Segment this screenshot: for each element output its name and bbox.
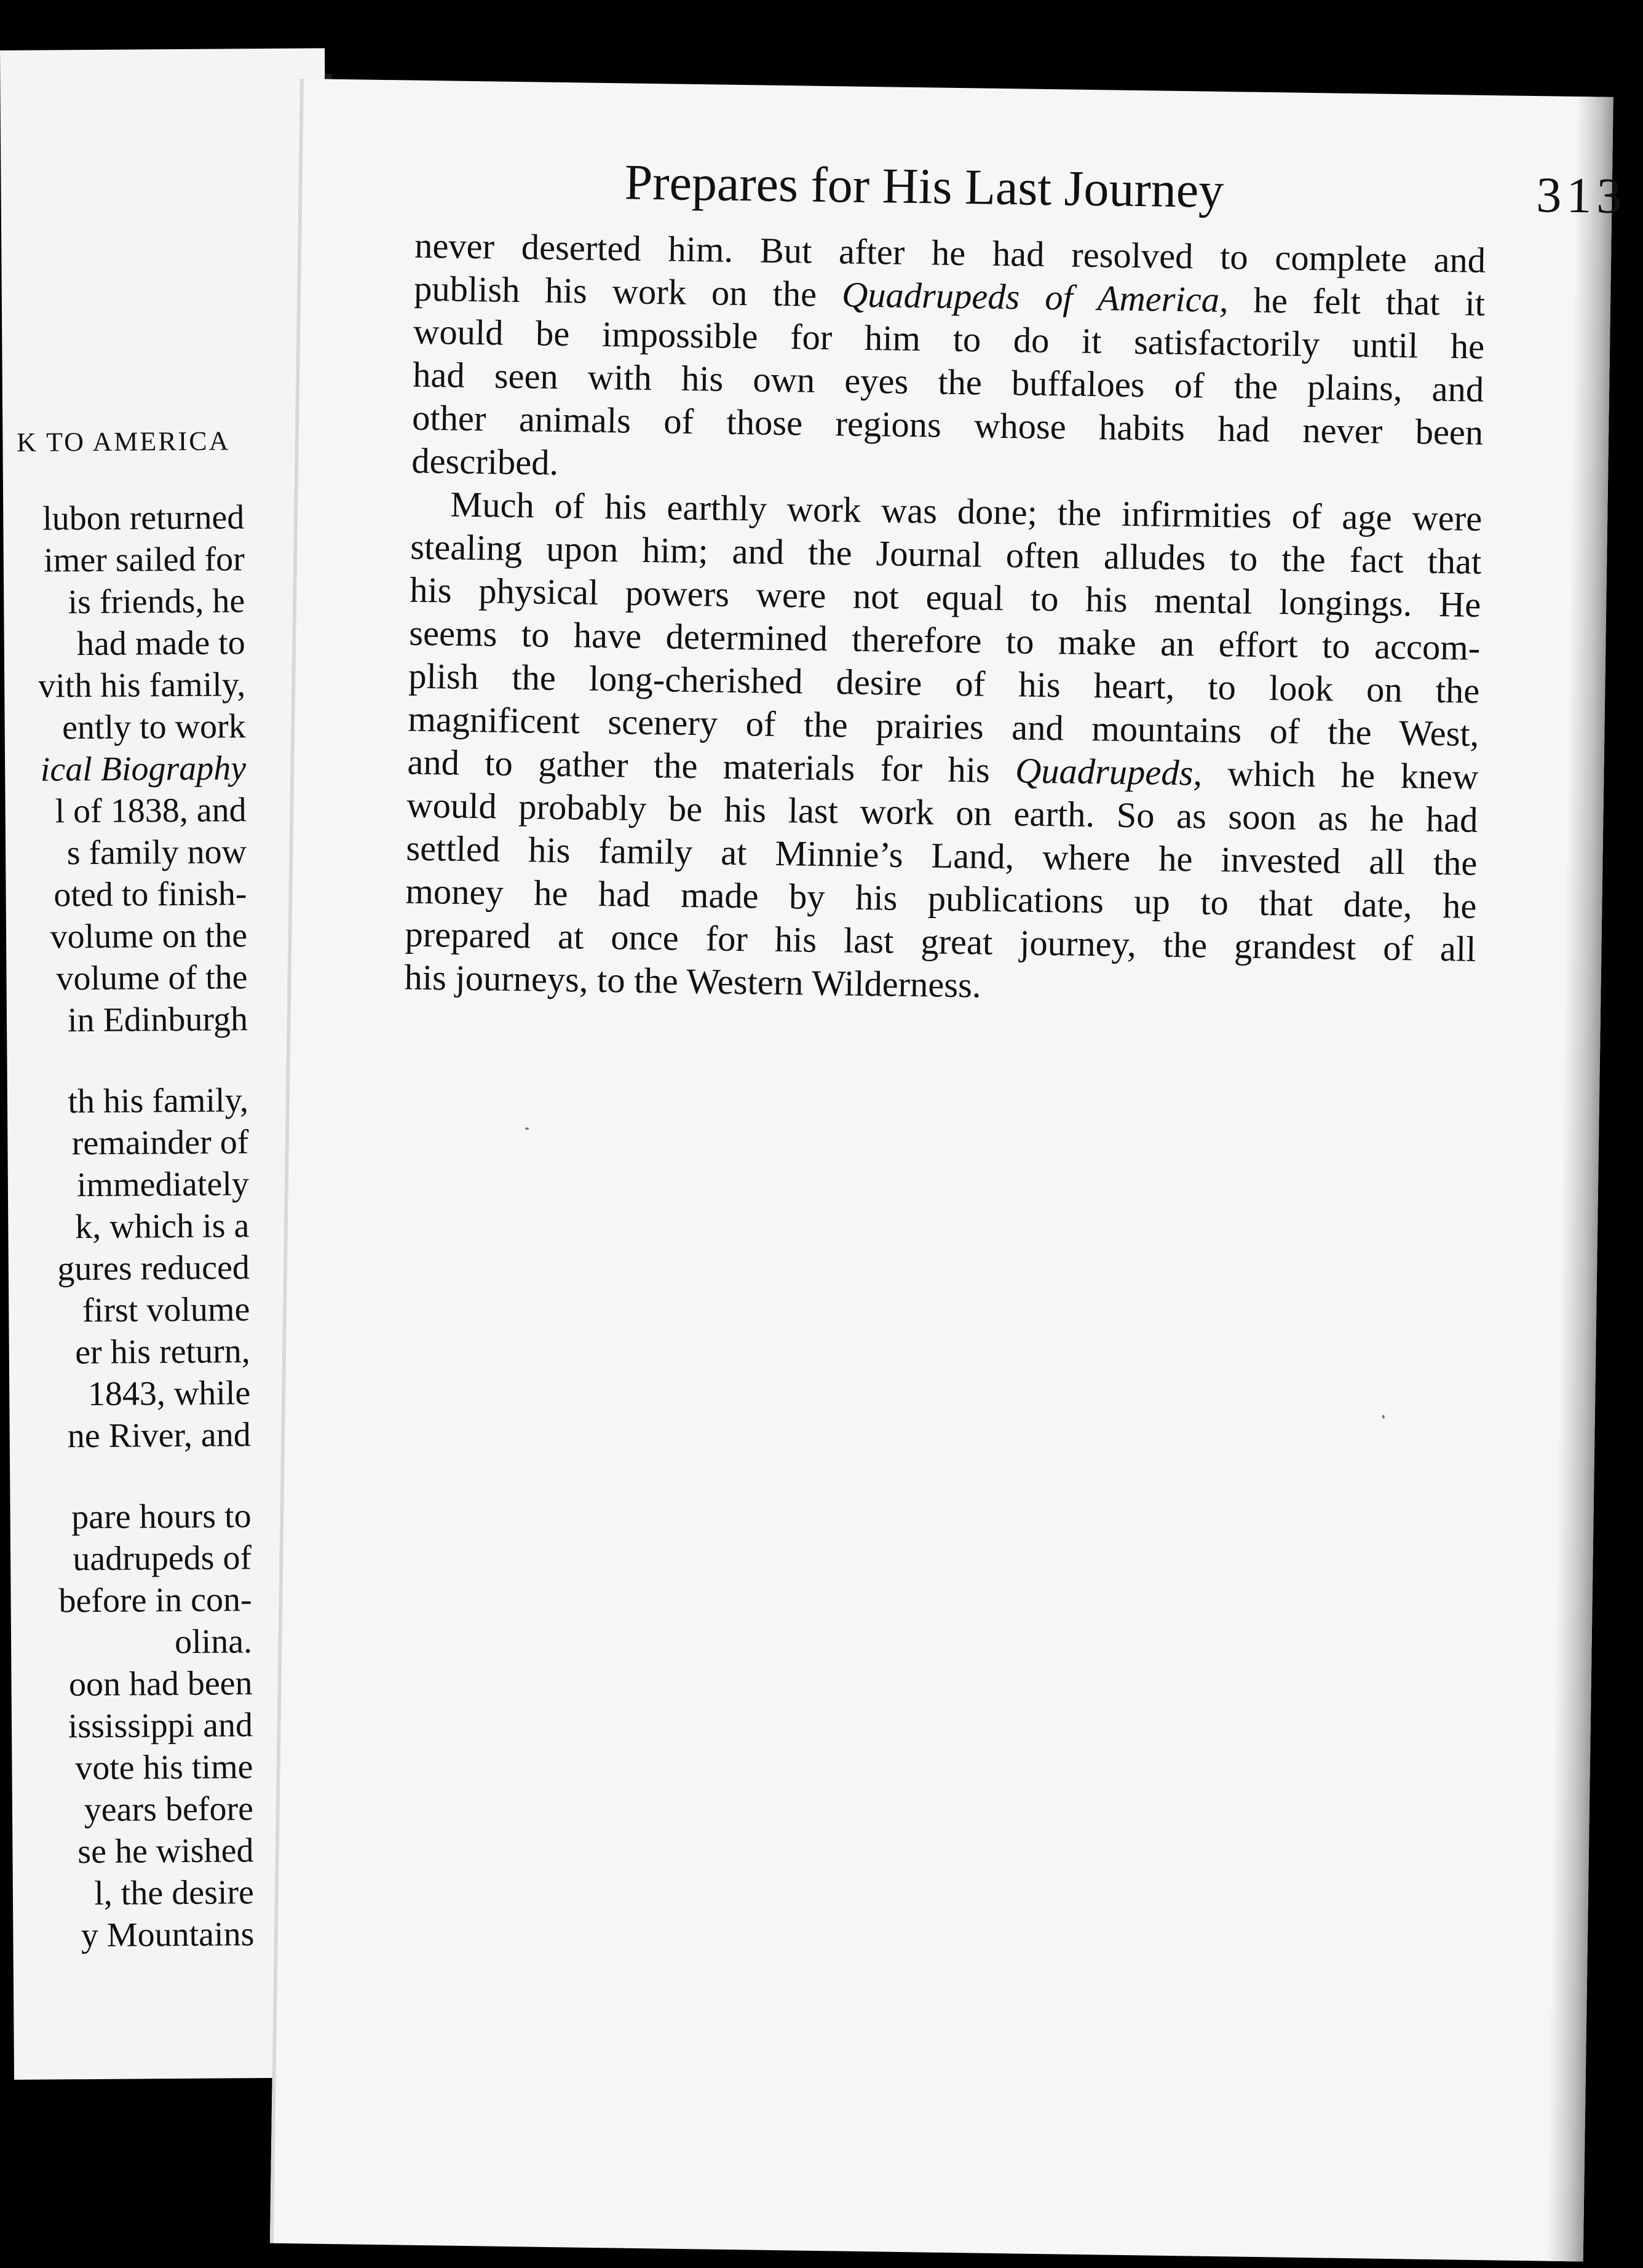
paper-speck (525, 1127, 529, 1130)
left-text-line: ne River, and (67, 1416, 251, 1456)
left-text-line: gures reduced (57, 1248, 250, 1288)
left-text-line: in Edinburgh (67, 1000, 248, 1040)
left-text-line: vith his family, (38, 665, 246, 705)
page-edge (1546, 97, 1613, 2261)
text-line: other animals of those regions whose habits had never been (411, 397, 1484, 453)
left-text-line: imer sailed for (44, 540, 245, 580)
left-text-line: y Mountains (81, 1915, 255, 1955)
left-text-line: immediately (76, 1165, 250, 1205)
left-text-line: ently to work (61, 707, 246, 747)
left-text-line: pare hours to (71, 1497, 251, 1537)
text-line: would be impossible for him to do it satisfactorily until he (413, 311, 1485, 367)
left-text-line: volume of the (56, 958, 248, 998)
left-text-line: er his return, (74, 1332, 250, 1372)
body-text (404, 224, 1486, 1014)
left-text-line: years before (84, 1790, 254, 1830)
left-text-line: lubon returned (42, 498, 245, 538)
text-line: would probably be his last work on earth. So as soon as he had (406, 785, 1478, 840)
running-title: Prepares for His Last Journey (624, 154, 1224, 218)
left-text-line: first volume (82, 1290, 250, 1330)
left-text-line: se he wished (77, 1831, 254, 1871)
text-line: described. (411, 440, 559, 483)
text-line: settled his family at Minnie’s Land, where he invested all the (406, 828, 1478, 883)
running-head (624, 148, 1628, 242)
text-line: publish his work on the Quadrupeds of America, he felt that it (413, 268, 1486, 323)
left-text-line: had made to (76, 624, 245, 664)
left-text-line: volume on the (50, 916, 248, 956)
text-line: and to gather the materials for his Quadrupeds, which he knew (407, 742, 1479, 797)
text-line: had seen with his own eyes the buffaloes of the plains, and (412, 354, 1484, 410)
text-line: plish the long-cherished desire of his heart, to look on the (408, 656, 1480, 711)
left-text-line: olina. (174, 1622, 253, 1662)
text-line: never deserted him. But after he had resolved to complete and (414, 225, 1486, 280)
text-line: money he had made by his publications up to that date, he (405, 871, 1477, 926)
left-text-line: oted to finish- (53, 874, 247, 914)
right-page (270, 79, 1628, 2261)
left-text-line: ississippi and (68, 1706, 253, 1746)
left-text-line: remainder of (71, 1123, 249, 1163)
left-text-line: uadrupeds of (73, 1539, 252, 1579)
text-line: magnificent scenery of the prairies and mountains of the West, (408, 699, 1479, 754)
left-text-line: ical Biography (40, 749, 247, 789)
text-line: stealing upon him; and the Journal often alludes to the fact that (410, 526, 1482, 582)
left-text-line: before in con- (58, 1580, 252, 1620)
text-line: Much of his earthly work was done; the infirmities of age were (449, 484, 1483, 539)
paragraph (411, 224, 1486, 498)
left-text-line: k, which is a (75, 1207, 250, 1247)
left-text-line: is friends, he (68, 582, 245, 622)
left-text-line: l, the desire (94, 1873, 255, 1913)
text-line: his journeys, to the Western Wilderness. (404, 957, 981, 1005)
left-text-line: l of 1838, and (55, 791, 247, 831)
left-text-line: oon had been (68, 1664, 253, 1704)
left-text-line: s family now (66, 833, 247, 873)
left-text-line: vote his time (74, 1748, 253, 1788)
text-line: prepared at once for his last great journey, the grandest of all (405, 914, 1476, 969)
left-running-head: K TO AMERICA (16, 426, 231, 458)
left-page-text (3, 496, 255, 1957)
paragraph (404, 483, 1483, 1014)
left-text-line: th his family, (68, 1081, 249, 1121)
paper-speck (1382, 1415, 1385, 1419)
text-line: his physical powers were not equal to his mental longings. He (409, 569, 1481, 625)
page-number: 313 (1535, 167, 1628, 224)
text-line: seems to have determined therefore to make an effort to accom- (408, 613, 1481, 668)
left-text-line: 1843, while (87, 1374, 251, 1414)
